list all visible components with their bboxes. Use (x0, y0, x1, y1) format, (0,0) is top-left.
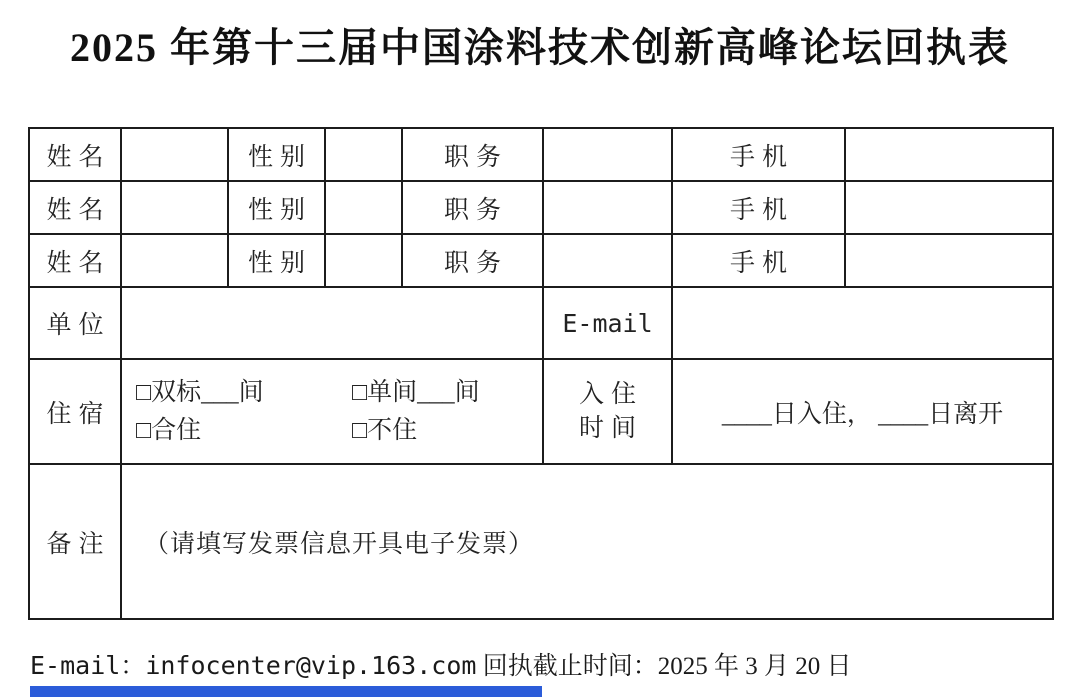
checkin-dates-input-cell[interactable]: ____日入住， ____日离开 (672, 359, 1053, 464)
footer-contact-line (30, 646, 851, 682)
gender-label: 性别 (228, 234, 325, 287)
checkin-time-label-cell (543, 359, 672, 464)
attendee-row-3 (29, 234, 1053, 287)
name-label: 姓名 (29, 128, 121, 181)
position-label: 职务 (402, 128, 543, 181)
accommodation-row (29, 359, 1053, 464)
mobile-input-cell[interactable] (845, 234, 1053, 287)
gender-input-cell[interactable] (325, 128, 402, 181)
name-label: 姓名 (29, 234, 121, 287)
remarks-row (29, 464, 1053, 619)
position-input-cell[interactable] (543, 181, 672, 234)
name-input-cell[interactable] (121, 181, 228, 234)
position-input-cell[interactable] (543, 128, 672, 181)
position-label: 职务 (402, 234, 543, 287)
position-label: 职务 (402, 181, 543, 234)
company-row (29, 287, 1053, 359)
page-title: 2025 年第十三届中国涂料技术创新高峰论坛回执表 (70, 25, 1010, 70)
email-input-cell[interactable] (672, 287, 1053, 359)
attendee-row-2 (29, 181, 1053, 234)
option-shared-room-checkbox[interactable]: □合住 (136, 416, 202, 444)
footer-email-label: E-mail： (30, 651, 146, 680)
mobile-label: 手机 (672, 128, 845, 181)
option-single-room-checkbox[interactable]: □单间___间 (352, 378, 480, 406)
position-input-cell[interactable] (543, 234, 672, 287)
option-no-stay-checkbox[interactable]: □不住 (352, 416, 418, 444)
reply-form-table (28, 127, 1054, 620)
name-label: 姓名 (29, 181, 121, 234)
gender-label: 性别 (228, 128, 325, 181)
remarks-label: 备注 (29, 464, 121, 619)
mobile-label: 手机 (672, 181, 845, 234)
option-double-room-checkbox[interactable]: □双标___间 (136, 378, 264, 406)
mobile-input-cell[interactable] (845, 181, 1053, 234)
name-input-cell[interactable] (121, 128, 228, 181)
checkin-label-line1: 入住 (578, 380, 643, 408)
footer-deadline-text: 回执截止时间：2025 年 3 月 20 日 (476, 653, 852, 680)
attendee-row-1 (29, 128, 1053, 181)
company-input-cell[interactable] (121, 287, 543, 359)
gender-input-cell[interactable] (325, 181, 402, 234)
remarks-input-cell[interactable]: （请填写发票信息开具电子发票） (121, 464, 1053, 619)
gender-input-cell[interactable] (325, 234, 402, 287)
checkin-label-line2: 时间 (578, 414, 643, 442)
accommodation-label: 住宿 (29, 359, 121, 464)
company-label: 单位 (29, 287, 121, 359)
gender-label: 性别 (228, 181, 325, 234)
accommodation-options-cell (121, 359, 543, 464)
footer-email-address: infocenter@vip.163.com (145, 651, 477, 680)
mobile-input-cell[interactable] (845, 128, 1053, 181)
email-label: E-mail (543, 287, 672, 359)
name-input-cell[interactable] (121, 234, 228, 287)
selection-highlight-bar (30, 686, 542, 697)
mobile-label: 手机 (672, 234, 845, 287)
